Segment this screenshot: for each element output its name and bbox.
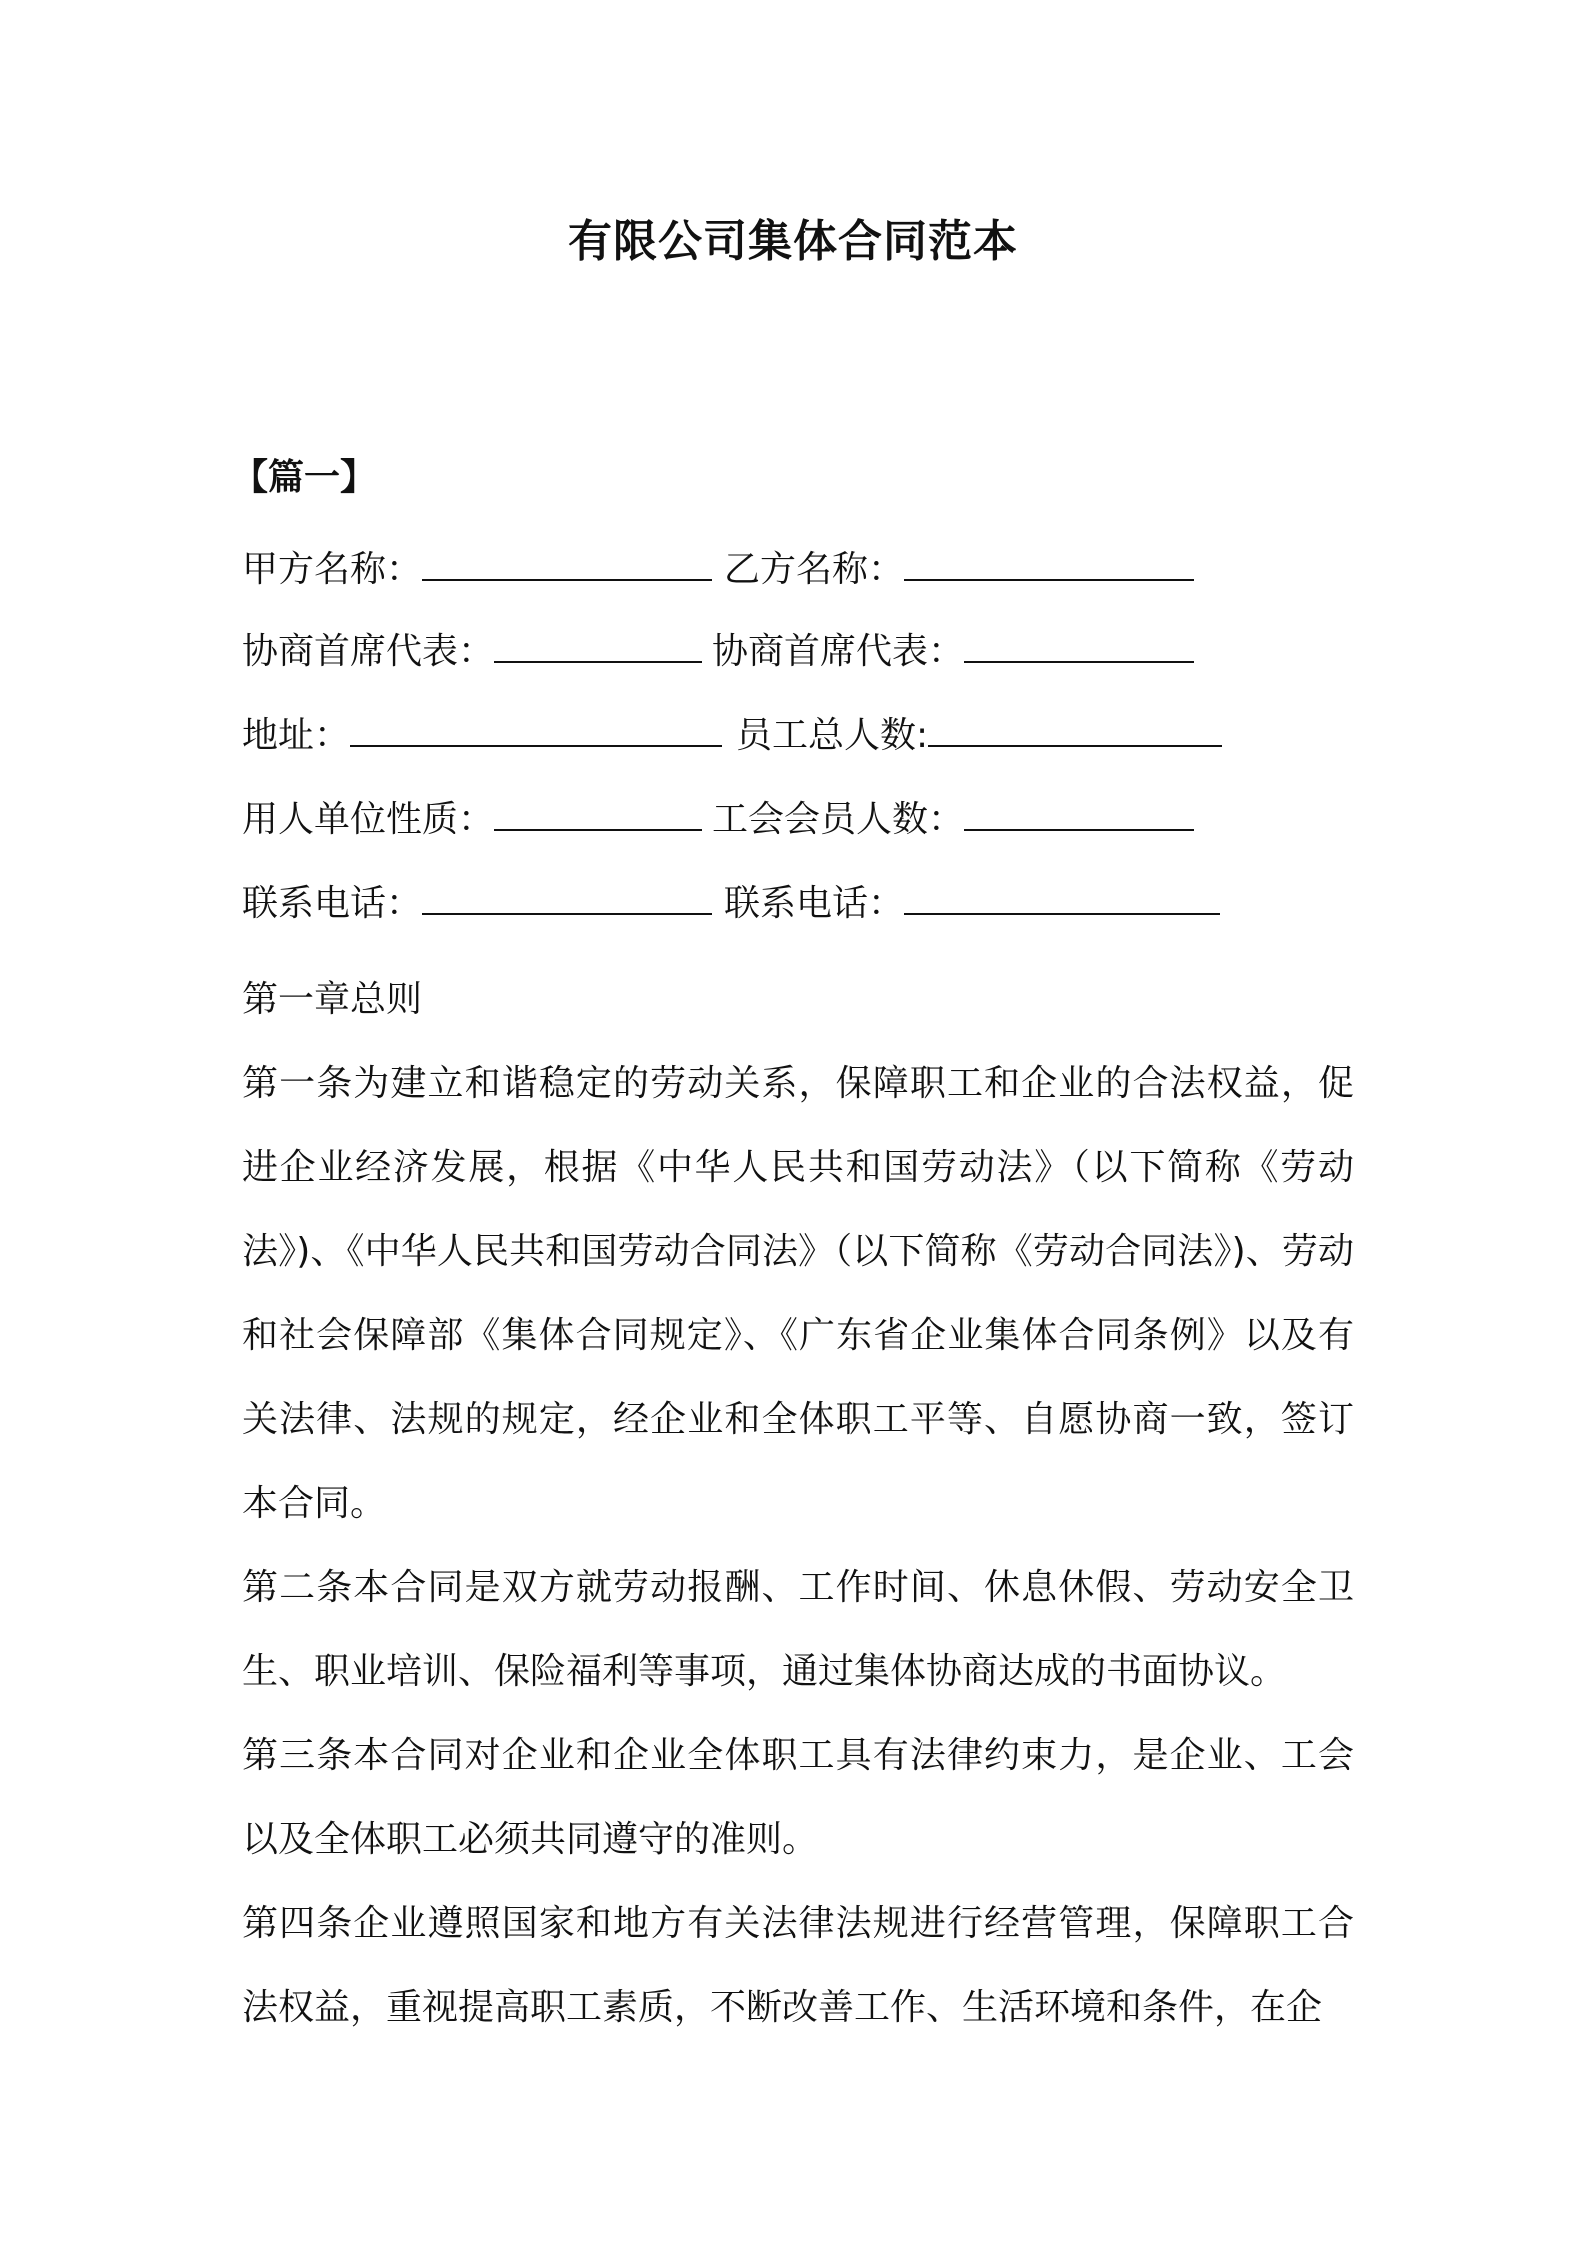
field-label-party-b-representative: 协商首席代表： (712, 631, 965, 672)
field-label-party-a-name: 甲方名称： (242, 549, 423, 590)
field-row-employer-type (242, 792, 1362, 848)
field-label-union-member-count: 工会会员人数： (712, 799, 965, 840)
field-row-representatives (242, 624, 1362, 680)
article-2: 第二条本合同是双方就劳动报酬、工作时间、休息休假、劳动安全卫生、职业培训、保险福利等事项，通过集体协商达成的书面协议。 (242, 1567, 1354, 1692)
blank-party-a-representative[interactable] (494, 627, 702, 663)
field-row-address (242, 708, 1362, 764)
field-left (242, 876, 712, 932)
field-label-party-b-name: 乙方名称： (724, 549, 905, 590)
blank-address[interactable] (350, 711, 722, 747)
article-3: 第三条本合同对企业和企业全体职工具有法律约束力，是企业、工会以及全体职工必须共同遵守的准则。 (242, 1735, 1354, 1860)
field-left (242, 792, 702, 848)
article-4: 第四条企业遵照国家和地方有关法律法规进行经营管理，保障职工合法权益，重视提高职工素质，不断改善工作、生活环境和条件，在企 (242, 1903, 1354, 2028)
field-label-employee-count: 员工总人数: (736, 715, 929, 756)
article-1: 第一条为建立和谐稳定的劳动关系，保障职工和企业的合法权益，促进企业经济发展，根据《中华人民共和国劳动法》（以下简称《劳动法》)、《中华人民共和国劳动合同法》（以下简称《劳动合同法》)、劳动和社会保障部《集体合同规定》、《广东省企业集体合同条例》以及有关法律、法规的规定，经企业和全体职工平等、自愿协商一致，签订本合同。 (242, 1063, 1354, 1524)
blank-party-b-name[interactable] (904, 545, 1194, 581)
blank-party-a-phone[interactable] (422, 879, 712, 915)
field-label-party-b-phone: 联系电话： (724, 883, 905, 924)
blank-employer-type[interactable] (494, 795, 702, 831)
section-label: 【篇一】 (232, 457, 377, 498)
field-right (736, 708, 1222, 764)
chapter-heading: 第一章总则 (242, 979, 423, 1020)
blank-party-b-representative[interactable] (964, 627, 1194, 663)
blank-union-member-count[interactable] (964, 795, 1194, 831)
field-right (712, 624, 1194, 680)
field-label-party-a-phone: 联系电话： (242, 883, 423, 924)
blank-party-b-phone[interactable] (904, 879, 1220, 915)
field-right (712, 792, 1194, 848)
field-left (242, 624, 702, 680)
document-title: 有限公司集体合同范本 (568, 216, 1018, 267)
field-row-phone (242, 876, 1362, 932)
field-row-party-names (242, 542, 1362, 598)
field-label-employer-type: 用人单位性质： (242, 799, 495, 840)
field-left (242, 708, 722, 764)
field-left (242, 542, 712, 598)
field-label-party-a-representative: 协商首席代表： (242, 631, 495, 672)
field-right (724, 876, 1220, 932)
blank-employee-count[interactable] (928, 711, 1222, 747)
field-right (724, 542, 1194, 598)
field-label-address: 地址： (242, 715, 351, 756)
contract-body (242, 958, 1354, 2050)
blank-party-a-name[interactable] (422, 545, 712, 581)
